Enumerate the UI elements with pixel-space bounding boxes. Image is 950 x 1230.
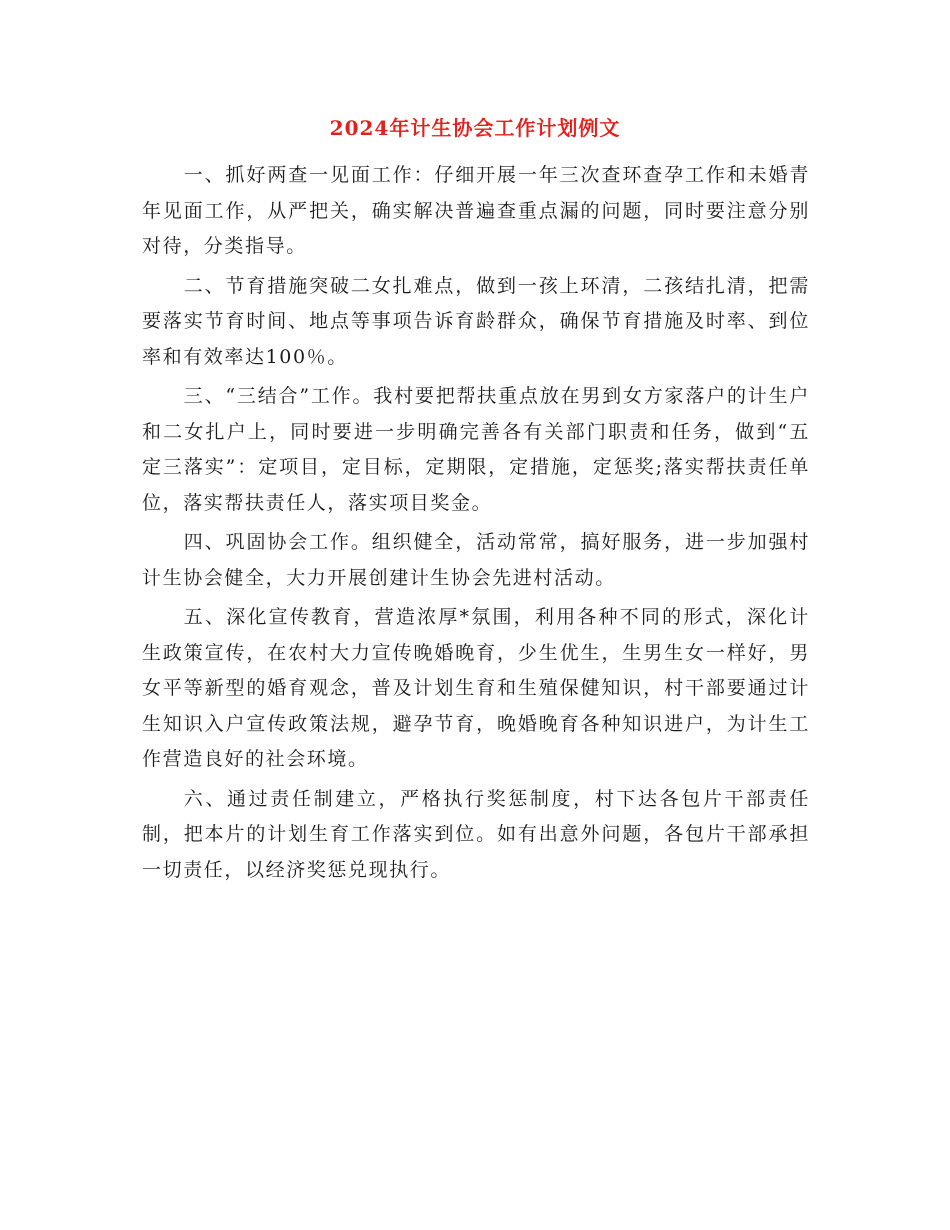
paragraph-5: 五、深化宣传教育，营造浓厚*氛围，利用各种不同的形式，深化计生政策宣传，在农村大力宣传晚婚晚育，少生优生，生男生女一样好，男女平等新型的婚育观念，普及计划生育和生殖保健知识，村干部要通过计生知识入户宣传政策法规，避孕节育，晚婚晚育各种知识进户，为计生工作营造良好的社会环境。 [142, 606, 810, 770]
paragraph-4: 四、巩固协会工作。组织健全，活动常常，搞好服务，进一步加强村计生协会健全，大力开展创建计生协会先进村活动。 [142, 531, 810, 589]
paragraph-3: 三、“三结合”工作。我村要把帮扶重点放在男到女方家落户的计生户和二女扎户上，同时要进一步明确完善各有关部门职责和任务，做到“五定三落实”：定项目，定目标，定期限，定措施，定惩奖;落实帮扶责任单位，落实帮扶责任人，落实项目奖金。 [142, 385, 810, 514]
paragraph-6: 六、通过责任制建立，严格执行奖惩制度，村下达各包片干部责任制，把本片的计划生育工作落实到位。如有出意外问题，各包片干部承担一切责任，以经济奖惩兑现执行。 [142, 787, 810, 881]
document-title: 2024年计生协会工作计划例文 [329, 116, 621, 140]
paragraph-2: 二、节育措施突破二女扎难点，做到一孩上环清，二孩结扎清，把需要落实节育时间、地点等事项告诉育龄群众，确保节育措施及时率、到位率和有效率达100％。 [142, 274, 810, 368]
paragraph-1: 一、抓好两查一见面工作：仔细开展一年三次查环查孕工作和未婚青年见面工作，从严把关，确实解决普遍查重点漏的问题，同时要注意分别对待，分类指导。 [142, 164, 810, 257]
document-body [142, 158, 810, 892]
